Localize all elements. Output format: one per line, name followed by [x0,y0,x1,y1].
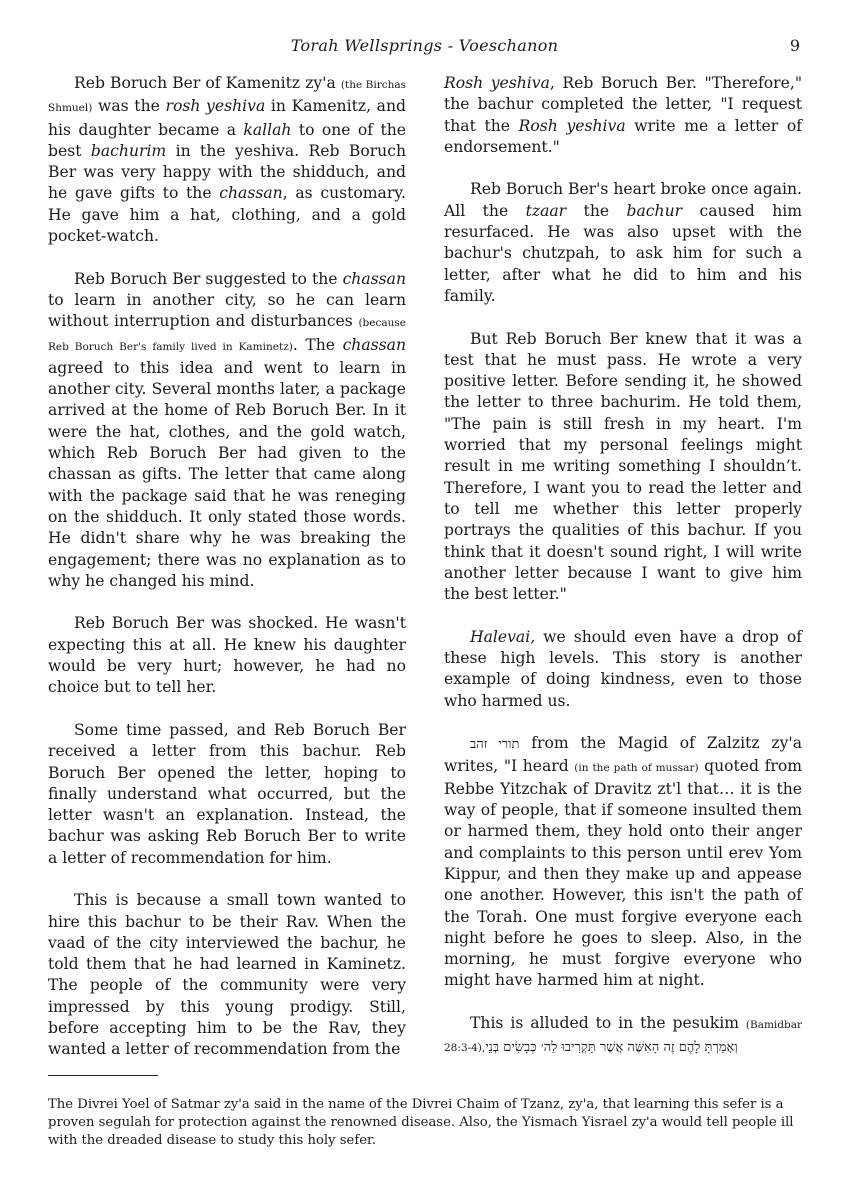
paragraph: But Reb Boruch Ber knew that it was a test that he must pass. He wrote a very positive letter. Before sending it, he showed the letter to three bachurim. He told them, "The pain is still fresh in my heart. I'm worried that my personal feelings might result in me writing something I shouldn’t. Therefore, I want you to read the letter and to tell me whether this letter properly portrays the qualities of this bachur. If you think that it doesn't sound right, I will write another letter because I want to give him the best letter." [444,329,802,604]
page-header [0,36,849,58]
small-text: (in the path of mussar) [574,761,699,774]
italic-term: bachur [626,201,683,220]
paragraph [48,269,406,592]
paragraph: This is because a small town wanted to hire this bachur to be their Rav. When the vaad of the city interviewed the bachur, he told them that he had learned in Kaminetz. The people of the community were very impressed by this young prodigy. Still, before accepting him to be the Rav, they wanted a letter of recommendation from the [48,891,406,1059]
small-text: (because Reb Boruch Ber's family lived in Kaminetz) [48,317,406,353]
text-run: Reb Boruch Ber of Kamenitz zy'a [74,74,341,92]
text-run: , as customary. He gave him a hat, clothing, and a gold pocket-watch. [48,184,406,246]
italic-term: chassan [342,269,406,288]
text-run: Reb Boruch Ber's heart broke once again. All the [444,180,802,220]
right-column [444,73,802,1081]
text-run: write me a letter of endorsement." [444,116,802,156]
paragraph [444,1013,802,1060]
paragraph [444,627,802,712]
paragraph-continued [444,73,802,158]
italic-term: tzaar [525,201,567,220]
paragraph: Reb Boruch Ber was shocked. He wasn't expecting this at all. He knew his daughter would be very hurt; however, he had no choice but to tell her. [48,614,406,697]
small-text: (the Birchas Shmuel) [48,79,407,115]
paragraph: Some time passed, and Reb Boruch Ber received a letter from this bachur. Reb Boruch Ber opened the letter, hoping to finally understand what occurred, but the letter wasn't an explanation. Instead, the bachur was asking Reb Boruch Ber to write a letter of recommendation for him. [48,720,406,867]
hebrew-title: תורי זהב [470,737,520,753]
italic-term: Rosh yeshiva [444,74,550,92]
text-run: . The [292,335,343,354]
small-text: (Bamidbar 28:3-4), [444,1019,802,1055]
text-run: we should even have a drop of these high levels. This story is another example of doing kindness, even to those who harmed us. [444,627,802,710]
running-title: Torah Wellsprings - Voeschanon [290,36,559,55]
text-run: quoted from Rebbe Yitzchak of Dravitz zt'l that… it is the way of people, that if someone insulted them or harmed them, they hold onto their anger and complaints to this person until erev Yom Kippur, and then they make up and appease one another. However, this isn't the path of the Torah. One must forgive everyone each night before he goes to sleep. Also, in the morning, he must forgive everyone who might have harmed him at night. [444,756,802,990]
paragraph [48,73,406,247]
text-run: in Kamenitz, and his daughter became a [48,97,407,139]
text-run: Reb Boruch Ber suggested to the [74,269,343,288]
left-column [48,73,406,1082]
hebrew-verse: וְאָמַרְתָּ לָהֶם זֶה הָאִשֶּׁה אֲשֶׁר תַּקְרִיבוּ לַה׳ כְּבָשִׂים בְּנֵי [485,1040,742,1056]
page-number: 9 [789,36,800,55]
italic-term: chassan [342,335,406,354]
text-run: the [566,201,627,220]
text-run: to learn in another city, so he can learn without interruption and disturbances [48,290,406,331]
text-run: from the Magid of Zalzitz zy'a writes, "I heard [444,734,802,775]
text-run: was the [92,97,166,116]
italic-term: rosh yeshiva [165,97,266,116]
italic-term: Rosh yeshiva [518,116,626,135]
text-run: to one of the best [48,120,406,160]
italic-term: bachurim [90,141,167,160]
italic-term: kallah [243,120,292,139]
italic-term: Halevai, [470,627,536,646]
footnote-divider [48,1075,158,1076]
paragraph [444,179,802,307]
text-run: agreed to this idea and went to learn in another city. Several months later, a package arrived at the home of Reb Boruch Ber. In it were the hat, clothes, and the gold watch, which Reb Boruch Ber had given to the chassan as gifts. The letter that came along with the package said that he was reneging on the shidduch. It only stated those words. He didn't share why he was breaking the engagement; there was no explanation as to why he changed his mind. [48,358,406,590]
italic-term: chassan [219,184,283,203]
paragraph [444,733,802,992]
text-run: , Reb Boruch Ber. "Therefore," the bachur completed the letter, "I request that the [444,74,802,135]
text-run: This is alluded to in the pesukim [470,1014,746,1033]
text-run: caused him resurfaced. He was also upset with the bachur's chutzpah, to ask him for such a letter, after what he did to him and his family. [444,201,803,305]
text-run: in the yeshiva. Reb Boruch Ber was very happy with the shidduch, and he gave gifts to the [48,141,407,203]
footnote: The Divrei Yoel of Satmar zy'a said in the name of the Divrei Chaim of Tzanz, zy'a, that learning this sefer is a proven segulah for protection against the renowned disease. Also, the Yismach Yisrael zy'a would tell people ill with the dreaded disease to study this holy sefer. [48,1097,794,1148]
